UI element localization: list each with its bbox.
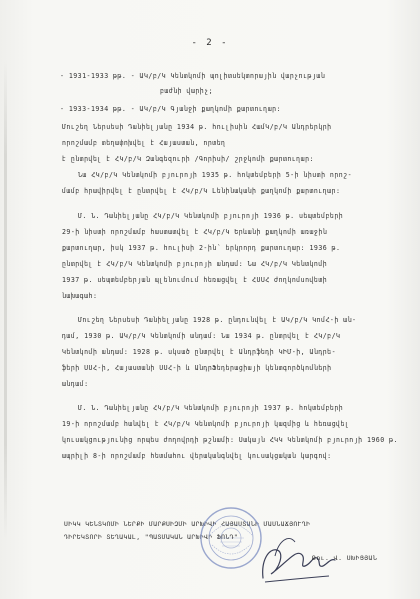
- text-line: Մուշեղ Ներսեսի Դանիելյանը 1928 թ. ընդունվել է ԱԿ/բ/Կ ԿոմՀ-ի ան-: [78, 316, 357, 324]
- text-line: Մ. Ն. Դանիելյանը ՀԿ/բ/Կ Կենտկոմի բյուրոյի 1936 թ. սեպտեմբերի: [78, 212, 344, 220]
- text-line: Կենտկոմի անդամ: 1928 թ. սկսած ընտրվել է Անդրֆեդի ԿԻՄ-ի, Անդրե-: [62, 348, 337, 356]
- signer-name: Թու. Վ. ՍԽԻՑՅԱՆ: [312, 554, 378, 562]
- text-line: 29-ի նիստի որոշմամբ հաստատվել է ՀԿ/բ/Կ Երևանի քաղկոմի առաջին: [62, 228, 328, 236]
- text-line: - 1933-1934 թթ. - ԱԿ/բ/Կ Գյանջի քաղկոմի քարտուղար:: [60, 105, 281, 113]
- footer-position-line: ԴԻՐԵԿՏՈՐԻ ՏԵՂԱԿԱԼ, "ՊԱՏՄԱԿԱՆ ԱՐԽԻՎԻ ՖՈՆԴ": [64, 533, 239, 541]
- text-line: Մ. Ն. Դանիելյանը ՀԿ/բ/Կ Կենտկոմի բյուրոյի 1937 թ. հոկտեմբերի: [78, 404, 344, 412]
- text-line: կուսակցությունից որպես ժողովրդի թշնամի: Սակայն ՀԿԿ Կենտկոմի բյուրոյի 1960 թ.: [62, 436, 398, 444]
- text-line: 19-ի որոշմամբ հանվել է ՀԿ/բ/Կ Կենտկոմի բյուրոյի կազմից և հեռացվել: [62, 420, 350, 428]
- text-line: դամ, 1930 թ. ԱԿ/բ/Կ Կենտկոմի անդամ: Նա 1934 թ. ընտրվել է ՀԿ/բ/Կ: [62, 332, 341, 340]
- text-line: է ընտրվել է ՀԿ/բ/Կ Զանգեզուրի /Գորիսի/ շրջկոմի քարտուղար:: [62, 155, 314, 163]
- text-line: ապրիլի 8-ի որոշմամբ հետմահու վերականգնվել կուսակցական կարգով:: [62, 452, 332, 460]
- text-line: ֆերի ՍՍՀ-ի, Հայաստանի ՍՍՀ-ի և ԱնդրՖեդերացիայի կենտգործկոմների: [62, 364, 332, 372]
- text-line: քարտուղար, իսկ 1937 թ. հուլիսի 2-ին՝ երկրորդ քարտուղար: 1936 թ.: [62, 244, 341, 252]
- text-line: անդամ:: [62, 380, 89, 388]
- text-line: Նա ՀԿ/բ/Կ Կենտկոմի բյուրոյի 1935 թ. հոկտեմբերի 5-ի նիստի որոշ-: [78, 171, 353, 179]
- scan-edge-shadow: [4, 60, 7, 540]
- footer-institution-line: ՍԻԿԿ ԿԵՆՏԿՈՄԻ ՆԵՐՔԻ ՄԱՐՔՍԻԶՄԻ ԱՐԽԻՎԻ ՀԱՅԱՍՏԱՆԻ ՄԱՍՆԱՃՅՈՒՂԻ: [64, 520, 311, 528]
- text-line: ընտրվել է ՀԿ/բ/Կ Կենտկոմի բյուրոյի անդամ: Նա ՀԿ/բ/Կ Կենտկոմի: [62, 260, 328, 268]
- text-line: 1937 թ. սեպտեմբերյան պլենումում հեռացվել է ՀՍՍՀ ժողկոմսովետի: [62, 276, 328, 284]
- text-line: նախագահ:: [62, 292, 98, 300]
- text-line: Մուշեղ Ներսեսի Դանիելյանը 1934 թ. հուլիսին ՀամԿ/բ/Կ Անդրերկրի: [62, 123, 332, 131]
- text-line: - 1931-1933 թթ. - ԱԿ/բ/Կ Կենտկոմի պոլիտսեկտորային վարչության: [60, 72, 326, 80]
- page-number: - 2 -: [191, 38, 229, 48]
- text-line: բաժնի վարիչ;: [160, 87, 214, 95]
- text-line: մամբ հրավիրվել է ընտրվել է ՀԿ/բ/Կ Լենինականի քաղկոմի քարտուղար:: [62, 187, 341, 195]
- text-line: որոշմամբ տեղափոխվել է Հայաստան, որտեղ: [62, 139, 226, 147]
